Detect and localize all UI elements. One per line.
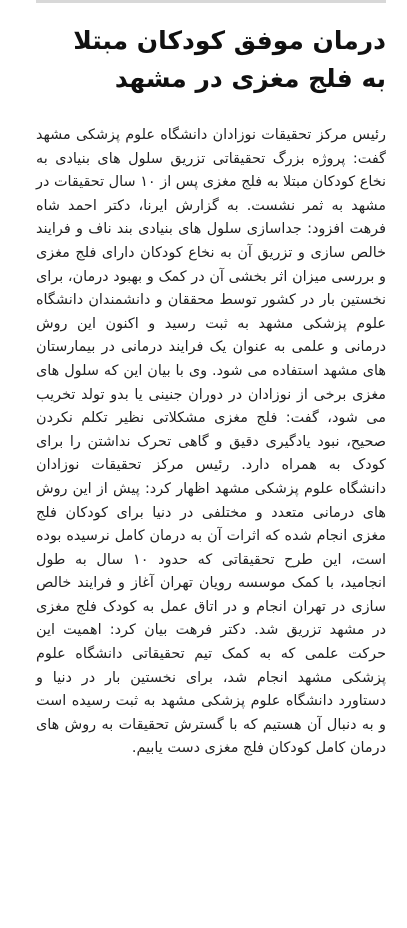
news-article (36, 22, 386, 761)
top-column-rule (36, 0, 386, 3)
article-headline (36, 22, 386, 98)
headline-line-2: به فلج مغزی در مشهد (114, 64, 386, 93)
headline-line-1: درمان موفق کودکان مبتلا (73, 26, 386, 55)
article-body: رئیس مرکز تحقیقات نوزادان دانشگاه علوم پزشکی مشهد گفت: پروژه بزرگ تحقیقاتی تزریق سلول های بنیادی به نخاع کودکان مبتلا به فلج مغزی پس از ۱۰ سال تحقیقات در مشهد به ثمر نشست. به گزارش ایرنا، دکتر احمد شاه فرهت افزود: جداسازی سلول های بنیادی بند ناف و فرایند خالص سازی و تزریق آن به نخاع کودکان دارای فلج مغزی و بررسی میزان اثر بخشی آن در کمک و بهبود درمان، برای نخستین بار در کشور توسط محققان و دانشمندان دانشگاه علوم پزشکی مشهد به ثبت رسید و اکنون این روش درمانی و علمی به عنوان یک فرایند درمانی در بیمارستان های مشهد استفاده می شود. وی با بیان این که سلول های مغزی برخی از نوزادان در دوران جنینی یا بدو تولد تخریب می شود، گفت: فلج مغزی مشکلاتی نظیر تکلم نکردن صحیح، نبود یادگیری دقیق و گاهی تحرک نداشتن را برای کودک به همراه دارد. رئیس مرکز تحقیقات نوزادان دانشگاه علوم پزشکی مشهد اظهار کرد: پیش از این روش های درمانی متعدد و مختلفی در دنیا برای کودکان فلج مغزی انجام شده که اثرات آن به درمان کامل نرسیده بوده است، این طرح تحقیقاتی که حدود ۱۰ سال به طول انجامید، با کمک موسسه رویان تهران آغاز و فرایند خالص سازی در تهران انجام و در اتاق عمل به کودک فلج مغزی در مشهد تزریق شد. دکتر فرهت بیان کرد: اهمیت این حرکت علمی که به کمک تیم تحقیقاتی دانشگاه علوم پزشکی مشهد انجام شد، برای نخستین بار در دنیا و دستاورد دانشگاه علوم پزشکی مشهد به ثبت رسیده است و به دنبال آن هستیم که با گسترش تحقیقات به روش های درمان کامل کودکان فلج مغزی دست یابیم. (36, 127, 387, 757)
